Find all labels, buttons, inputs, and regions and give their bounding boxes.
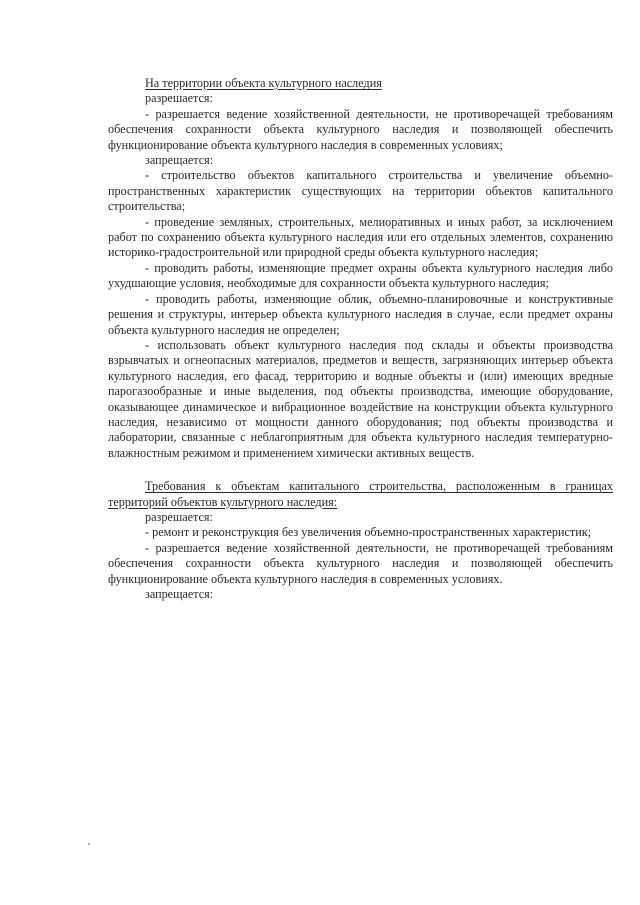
section1-forbidden-item: - использовать объект культурного наследия под склады и объекты производства взрывчатых и огнеопасных материалов, предметов и веществ, загрязняющих интерьер объекта культурного наследия, его фасад, территорию и водные объекты и (или) имеющих вредные парогазообразные и иные выделения, под объекты производства, имеющие оборудование, оказывающее динамическое и вибрационное воздействие на конструкции объекта культурного наследия, независимо от мощности данного оборудования; под объекты производства и лаборатории, связанные с неблагоприятным для объекта культурного наследия температурно-влажностным режимом и применением химически активных веществ. (108, 337, 613, 460)
section1-heading-text: На территории объекта культурного наследия (145, 76, 382, 90)
section2-allowed-item: - разрешается ведение хозяйственной деятельности, не противоречащей требованиям обеспечения сохранности объекта культурного наследия и позволяющей обеспечить функционирование объекта культурного наследия в современных условиях. (108, 540, 613, 586)
section1-heading (108, 76, 613, 91)
section2-allowed-label: разрешается: (145, 509, 213, 524)
section2-forbidden-label: запрещается: (145, 587, 214, 601)
section2-heading (108, 479, 613, 510)
section1-forbidden-item: - проведение земляных, строительных, мелиоративных и иных работ, за исключением работ по сохранению объекта культурного наследия или его отдельных элементов, сохранению историко-градостроительной или природной среды объекта культурного наследия; (108, 214, 613, 260)
scan-speck (88, 843, 90, 845)
section1-forbidden-item: - проводить работы, изменяющие облик, объемно-планировочные и конструктивные решения и структуры, интерьер объекта культурного наследия в случае, если предмет охраны объекта культурного наследия не определен; (108, 291, 613, 337)
section1-allowed-label: разрешается: (145, 91, 213, 106)
section2-allowed-item: - ремонт и реконструкция без увеличения объемно-пространственных характеристик; (145, 525, 592, 540)
document-body (108, 76, 613, 602)
section-gap (108, 461, 613, 479)
section1-forbidden-item: - проводить работы, изменяющие предмет охраны объекта культурного наследия либо ухудшающие условия, необходимые для сохранности объекта культурного наследия; (108, 260, 613, 291)
section2-heading-text: Требования к объектам капитального строительства, расположенным в границах территорий объектов культурного наследия: (108, 479, 613, 509)
section1-allowed-item: - разрешается ведение хозяйственной деятельности, не противоречащей требованиям обеспечения сохранности объекта культурного наследия и позволяющей обеспечить функционирование объекта культурного наследия в современных условиях; (108, 106, 613, 152)
section1-forbidden-label: запрещается: (145, 153, 214, 168)
section1-forbidden-item: - строительство объектов капитального строительства и увеличение объемно-пространственных характеристик существующих на территории объектов капитального строительства; (108, 168, 613, 214)
